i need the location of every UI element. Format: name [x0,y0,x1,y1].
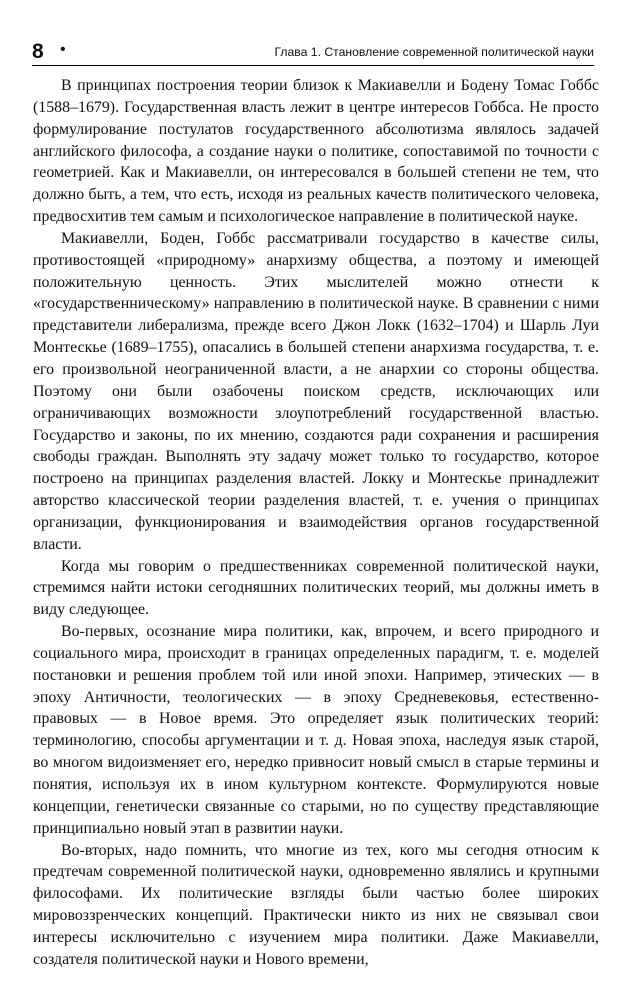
paragraph-first-point: Во-первых, осознание мира политики, как, впрочем, и всего природного и социального мира, происходит в границах определенных парадигм, т. е. моделей постановки и решения проблем той или иной эпохи. Например, этических — в эпоху Античности, теологических — в эпоху Средневековья, естественно-правовых — в Новое время. Это определяет язык политических теорий: терминологию, способы аргументации и т. д. Новая эпоха, наследуя язык старой, во многом видоизменяет его, нередко привносит новый смысл в старые термины и понятия, используя их в ином культурном контексте. Формулируются новые концепции, генетически связанные со старыми, но по существу представляющие принципиально новый этап в развитии науки. [33,623,599,837]
paragraph-predecessors: Когда мы говорим о предшественниках современной политической науки, стремимся найти истоки сегодняшних политических теорий, мы должны иметь в виду следующее. [33,557,599,619]
page-number: 8 [32,40,44,63]
header-rule [32,65,594,66]
bullet-separator: • [60,41,66,58]
running-title: Глава 1. Становление современной политической науки [274,45,594,59]
paragraph-second-point: Во-вторых, надо помнить, что многие из тех, кого мы сегодня относим к предтечам современной политической науки, одновременно являлись и крупными философами. Их политические взгляды были частью более широких мировоззренческих концепций. Практически никто из них не связывал свои интересы исключительно с изучением мира политики. Даже Макиавелли, создателя политической науки и Нового времени, [33,841,599,968]
page-header [32,36,594,66]
paragraph-hobbes: В принципах построения теории близок к Макиавелли и Бодену Томас Гоббс (1588–1679). Государственная власть лежит в центре интересов Гоббса. Не просто формулирование постулатов государственного абсолютизма являлось задачей английского философа, а создание науки о политике, сопоставимой по точности с геометрией. Как и Макиавелли, он интересовался в большей степени не тем, что должно быть, а тем, что есть, исходя из реальных качеств политического человека, предвосхитив тем самым и психологическое направление в политической науке. [33,77,599,226]
body-text [33,75,599,971]
paragraph-liberalism: Макиавелли, Боден, Гоббс рассматривали государство в качестве силы, противостоящей «природному» анархизму общества, а поэтому и имеющей положительную ценность. Этих мыслителей можно отнести к «государственническому» направлению в политической науке. В сравнении с ними представители либерализма, прежде всего Джон Локк (1632–1704) и Шарль Луи Монтескье (1689–1755), опасались в большей степени анархизма государства, т. е. его произвольной неограниченной власти, а не анархии со стороны общества. Поэтому они были озабочены поиском средств, исключающих или ограничивающих возможности злоупотреблений государственной властью. Государство и законы, по их мнению, создаются ради сохранения и расширения свободы граждан. Выполнять эту задачу может только то государство, которое построено на принципах разделения властей. Локку и Монтескье принадлежит авторство классической теории разделения властей, т. е. учения о принципах организации, функционирования и взаимодействия органов государственной власти. [33,229,599,553]
